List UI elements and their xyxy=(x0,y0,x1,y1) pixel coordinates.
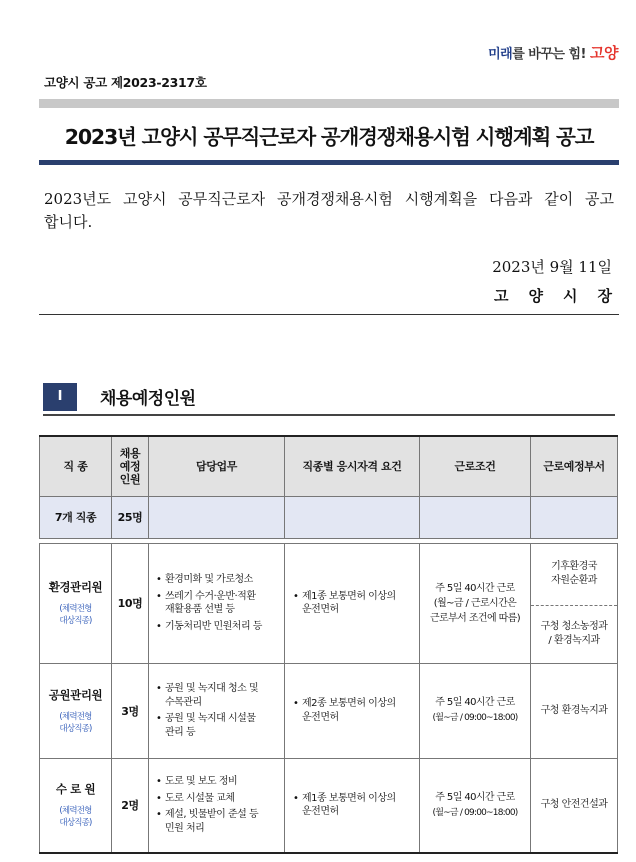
department-cell: 기후환경국 자원순환과 xyxy=(531,543,618,605)
recruitment-table xyxy=(39,435,618,854)
qualification-cell: • 제1종 보통면허 이상의 운전면허 xyxy=(285,758,420,853)
header-divider xyxy=(39,314,619,315)
conditions-cell: 주 5일 40시간 근로 (월~금 / 09:00~18:00) xyxy=(420,758,531,853)
department-cell: 구청 환경녹지과 xyxy=(531,663,618,758)
document-title: 2023년 고양시 공무직근로자 공개경쟁채용시험 시행계획 공고 xyxy=(64,125,594,149)
department-cell: 구청 청소농정과 / 환경녹지과 xyxy=(531,605,618,663)
summary-row xyxy=(40,496,618,538)
conditions-cell: 주 5일 40시간 근로 (월~금 / 09:00~18:00) xyxy=(420,663,531,758)
announcement-date: 2023년 9월 11일 xyxy=(492,258,612,276)
header-duties: 담당업무 xyxy=(149,436,285,496)
section-underline xyxy=(43,414,615,416)
summary-count: 25명 xyxy=(112,496,149,538)
title-underline xyxy=(39,160,619,165)
header-job: 직 종 xyxy=(40,436,112,496)
list-item: • 쓰레기 수거·운반·적환 재활용품 선별 등 xyxy=(156,590,284,617)
job-note: (체력전형 대상직종) xyxy=(59,604,92,626)
header-qualification: 직종별 응시자격 요건 xyxy=(285,436,420,496)
section-number-badge: Ⅰ xyxy=(43,383,77,411)
duties-cell xyxy=(149,543,285,663)
duties-cell xyxy=(149,758,285,853)
list-item: • 기동처리반 민원처리 등 xyxy=(156,620,284,634)
list-item: • 환경미화 및 가로청소 xyxy=(156,573,284,587)
top-rule xyxy=(39,99,619,108)
job-count-cell: 10명 xyxy=(112,543,149,663)
job-name-cell: 공원관리원 (체력전형 대상직종) xyxy=(40,663,112,758)
list-item: • 공원 및 녹지대 시설물 관리 등 xyxy=(156,712,284,739)
header-count: 채용 예정 인원 xyxy=(112,436,149,496)
list-item: • 도로 시설물 교체 xyxy=(156,792,284,806)
list-item: • 공원 및 녹지대 청소 및 수목관리 xyxy=(156,682,284,709)
job-count-cell: 3명 xyxy=(112,663,149,758)
table-row xyxy=(40,663,618,758)
intro-paragraph: 2023년도 고양시 공무직근로자 공개경쟁채용시험 시행계획을 다음과 같이 공고합니다. xyxy=(44,190,614,231)
list-item: • 도로 및 보도 정비 xyxy=(156,775,284,789)
qualification-cell: • 제2종 보통면허 이상의 운전면허 xyxy=(285,663,420,758)
list-item: • 제설, 빗물받이 준설 등 민원 처리 xyxy=(156,808,284,835)
header-department: 근로예정부서 xyxy=(531,436,618,496)
table-header-row xyxy=(40,436,618,496)
job-name-cell: 수 로 원 (체력전형 대상직종) xyxy=(40,758,112,853)
job-name-cell: 환경관리원 (체력전형 대상직종) xyxy=(40,543,112,663)
conditions-cell: 주 5일 40시간 근로 (월~금 / 근로시간은 근로부서 조건에 따름) xyxy=(420,543,531,663)
summary-job: 7개 직종 xyxy=(40,496,112,538)
notice-number: 고양시 공고 제2023-2317호 xyxy=(44,75,207,90)
duties-cell xyxy=(149,663,285,758)
department-cell: 구청 안전건설과 xyxy=(531,758,618,853)
table-row xyxy=(40,543,618,605)
section-title: 채용예정인원 xyxy=(100,389,196,409)
job-count-cell: 2명 xyxy=(112,758,149,853)
table-row xyxy=(40,758,618,853)
job-note: (체력전형 대상직종) xyxy=(59,806,92,829)
job-note: (체력전형 대상직종) xyxy=(59,711,92,734)
qualification-cell: • 제1종 보통면허 이상의 운전면허 xyxy=(285,543,420,663)
issuer-name: 고양시장 xyxy=(494,287,632,305)
city-slogan-logo: 미래를 바꾸는 힘! 고양 xyxy=(488,44,618,62)
header-conditions: 근로조건 xyxy=(420,436,531,496)
